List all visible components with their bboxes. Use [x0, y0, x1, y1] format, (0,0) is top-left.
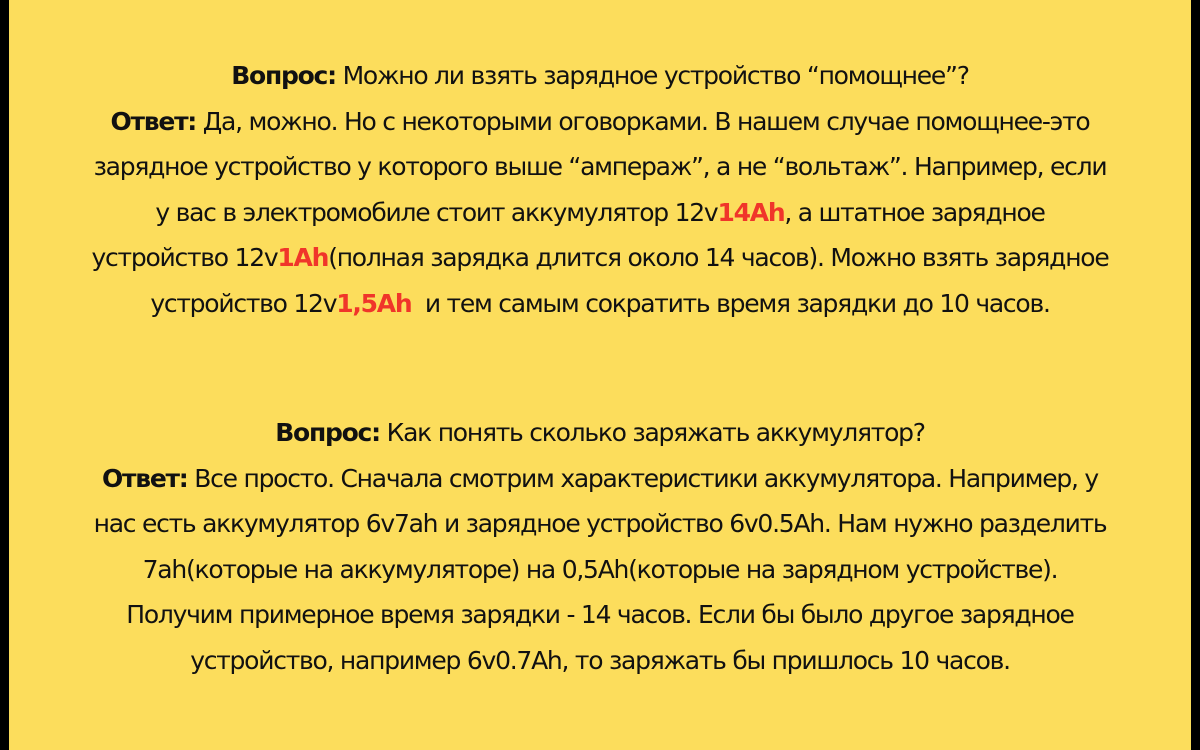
answer-text: устройство 12v: [91, 243, 278, 272]
question-label: Вопрос:: [275, 418, 380, 447]
answer-text: Все просто. Сначала смотрим характеристики аккумулятора. Например, у: [187, 463, 1098, 493]
answer-line: зарядное устройство у которого выше “ампераж”, а не “вольтаж”. Например, если: [93, 152, 1107, 181]
answer-line: 7ah(которые на аккумуляторе) на 0,5Ah(которые на зарядном устройстве).: [142, 554, 1058, 584]
answer-line: [9, 99, 1191, 145]
answer-label: Ответ:: [110, 106, 197, 136]
highlighted-current: 1,5Ah: [336, 288, 412, 318]
highlighted-capacity: 14Ah: [717, 197, 785, 227]
faq-block-charge-time: [9, 410, 1191, 683]
answer-text: Да, можно. Но с некоторыми оговорками. В нашем случае помощнее-это: [196, 106, 1090, 136]
question-line: [9, 410, 1191, 456]
question-line: [9, 53, 1191, 99]
answer-text: (полная зарядка длится около 14 часов). Можно взять зарядное: [328, 243, 1109, 272]
question-text: Как понять сколько заряжать аккумулятор?: [379, 418, 925, 447]
answer-line: [9, 190, 1191, 236]
answer-text: , а штатное зарядное: [784, 197, 1045, 227]
question-label: Вопрос:: [231, 61, 336, 90]
answer-text: устройство 12v: [150, 288, 337, 318]
answer-line: [9, 281, 1191, 327]
answer-text: у вас в электромобиле стоит аккумулятор 12v: [155, 197, 718, 227]
answer-line: [9, 235, 1191, 281]
answer-text: и тем самым сократить время зарядки до 10 часов.: [411, 288, 1050, 318]
faq-page: [9, 0, 1191, 750]
answer-line: нас есть аккумулятор 6v7ah и зарядное устройство 6v0.5Ah. Нам нужно разделить: [93, 509, 1107, 538]
faq-block-charger-power: [9, 53, 1191, 326]
answer-line: [9, 456, 1191, 502]
answer-line: Получим примерное время зарядки - 14 часов. Если бы было другое зарядное: [126, 600, 1074, 629]
answer-label: Ответ:: [102, 463, 188, 493]
question-text: Можно ли взять зарядное устройство “помощнее”?: [335, 61, 969, 90]
answer-line: устройство, например 6v0.7Ah, то заряжать бы пришлось 10 часов.: [190, 645, 1010, 675]
highlighted-current: 1Ah: [277, 243, 329, 272]
